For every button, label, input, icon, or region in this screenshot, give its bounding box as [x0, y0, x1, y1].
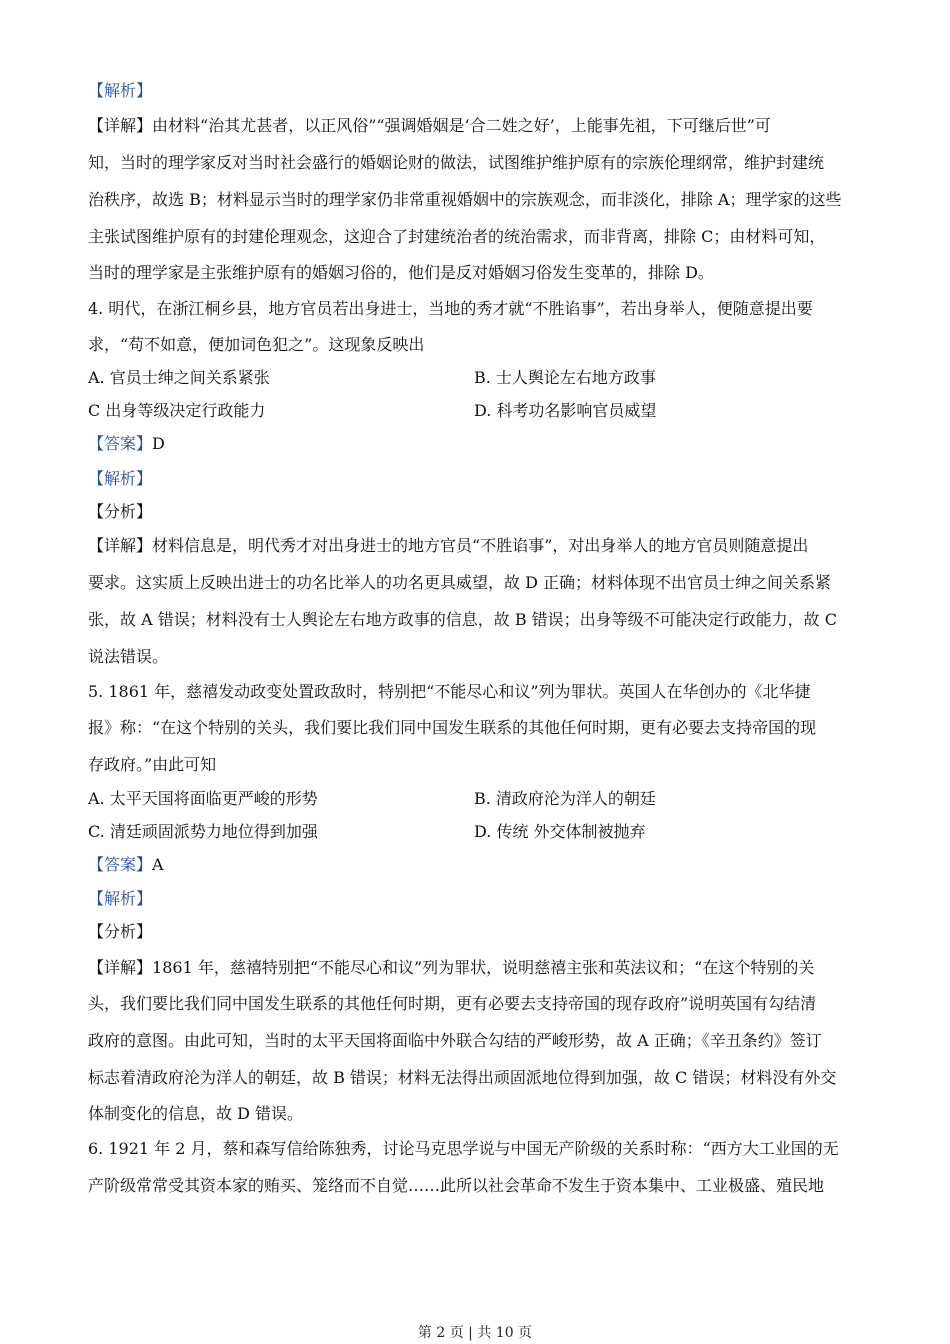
detail-label: 【详解】: [88, 536, 153, 555]
question-6-stem: 产阶级常常受其资本家的贿买、笼络而不自觉……此所以社会革命不发生于资本集中、工业极盛、殖民地: [88, 1176, 825, 1195]
question-5-stem: 报》称：“在这个特别的关头，我们要比我们同中国发生联系的其他任何时期，更有必要去支持帝国的现: [88, 718, 817, 737]
analysis-label: 【解析】: [88, 81, 153, 100]
q5-option-b: B. 清政府沦为洋人的朝廷: [474, 789, 656, 808]
question-6-stem: 6. 1921 年 2 月，蔡和森写信给陈独秀，讨论马克思学说与中国无产阶级的关系时称：“西方大工业国的无: [88, 1139, 839, 1158]
question-5-stem: 5. 1861 年，慈禧发动政变处置政敌时，特别把“不能尽心和议”列为罪状。英国人在华创办的《北华捷: [88, 682, 811, 701]
detail-line: 张，故 A 错误；材料没有士人舆论左右地方政事的信息，故 B 错误；出身等级不可能决定行政能力，故 C: [88, 610, 837, 629]
detail-line: 主张试图维护原有的封建伦理观念，这迎合了封建统治者的统治需求，而非背离，排除 C；由材料可知，: [88, 227, 826, 246]
question-4-stem: 求，“苟不如意，便加词色犯之”。这现象反映出: [88, 335, 425, 354]
question-5-stem: 存政府。”由此可知: [88, 755, 217, 774]
detail-line: 【详解】由材料“治其尤甚者，以正风俗”“强调婚姻是‘合二姓之好’，上能事先祖，下可继后世”可: [88, 116, 771, 135]
detail-line: 【详解】1861 年，慈禧特别把“不能尽心和议”列为罪状，说明慈禧主张和英法议和；“在这个特别的关: [88, 958, 815, 977]
detail-line: 治秩序，故选 B；材料显示当时的理学家仍非常重视婚姻中的宗族观念，而非淡化，排除 A；理学家的这些: [88, 190, 842, 209]
q4-option-c: C 出身等级决定行政能力: [88, 401, 266, 420]
detail-line: 标志着清政府沦为洋人的朝廷，故 B 错误；材料无法得出顽固派地位得到加强，故 C 错误；材料没有外交: [88, 1068, 837, 1087]
detail-line: 体制变化的信息，故 D 错误。: [88, 1104, 304, 1123]
analysis-label: 【解析】: [88, 469, 153, 488]
question-4-stem: 4. 明代，在浙江桐乡县，地方官员若出身进士，当地的秀才就“不胜谄事”，若出身举人，便随意提出要: [88, 299, 813, 318]
answer-label: 【答案】: [88, 434, 153, 453]
page-number: 第 2 页 | 共 10 页: [417, 1325, 533, 1341]
detail-label: 【详解】: [88, 116, 153, 135]
q5-option-c: C. 清廷顽固派势力地位得到加强: [88, 822, 318, 841]
detail-line: 当时的理学家是主张维护原有的婚姻习俗的，他们是反对婚姻习俗发生变革的，排除 D。: [88, 263, 714, 282]
q5-answer: [88, 855, 868, 875]
fenxi-label: 【分析】: [88, 502, 153, 521]
answer-value: D: [152, 434, 165, 453]
q4-option-d: D. 科考功名影响官员威望: [474, 401, 657, 420]
detail-line: 要求。这实质上反映出进士的功名比举人的功名更具威望，故 D 正确；材料体现不出官员士绅之间关系紧: [88, 573, 832, 592]
detail-line: 政府的意图。由此可知，当时的太平天国将面临中外联合勾结的严峻形势，故 A 正确；《辛丑条约》签订: [88, 1031, 822, 1050]
detail-line: 说法错误。: [88, 647, 169, 666]
fenxi-label: 【分析】: [88, 922, 153, 941]
answer-value: A: [152, 855, 164, 874]
q5-option-d: D. 传统 外交体制被抛弃: [474, 822, 646, 841]
detail-line: 【详解】材料信息是，明代秀才对出身进士的地方官员“不胜谄事”，对出身举人的地方官员则随意提出: [88, 536, 809, 555]
q5-option-a: A. 太平天国将面临更严峻的形势: [88, 789, 318, 808]
detail-line: 知，当时的理学家反对当时社会盛行的婚姻论财的做法，试图维护维护原有的宗族伦理纲常，维护封建统: [88, 153, 825, 172]
q4-option-b: B. 士人舆论左右地方政事: [474, 368, 656, 387]
analysis-label: 【解析】: [88, 889, 153, 908]
q4-answer: [88, 434, 868, 454]
detail-line: 头，我们要比我们同中国发生联系的其他任何时期，更有必要去支持帝国的现存政府”说明英国有勾结清: [88, 994, 817, 1013]
detail-label: 【详解】: [88, 958, 153, 977]
q4-option-a: A. 官员士绅之间关系紧张: [88, 368, 270, 387]
answer-label: 【答案】: [88, 855, 153, 874]
